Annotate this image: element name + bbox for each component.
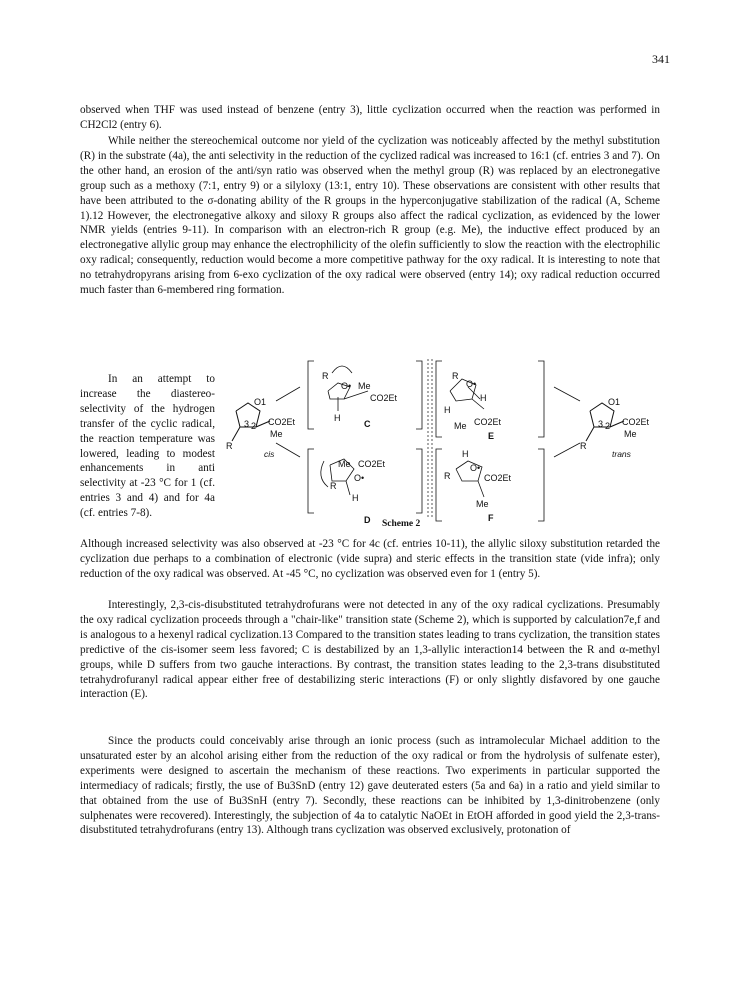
cis-me-label: Me [270, 429, 283, 439]
paragraph-3-rest: Although increased selectivity was also observed at -23 °C for 4c (cf. entries 10-11), the allylic siloxy substitution retarded the cyclization due perhaps to a combination of electronic (vide supra) and steric effects in the transition state (vide infra); only reduction of the oxy radical was observed. At -45 °C, no cyclization was observed even for 1 (entry 5). [80, 538, 660, 580]
arrow-f-to-trans [554, 443, 580, 457]
ts-c-o-label: O• [341, 381, 352, 391]
ts-e-label: E [488, 431, 495, 441]
cis-num3-label: 3 [244, 419, 250, 429]
ts-d-o-label: O• [354, 473, 365, 483]
trans-r-label: R [580, 441, 587, 451]
cis-co2et-label: CO2Et [268, 417, 296, 427]
ts-f-bracket [436, 449, 544, 521]
ts-c-h-label: H [334, 413, 341, 423]
ts-c-label: C [364, 419, 371, 429]
paragraph-1: observed when THF was used instead of benzene (entry 3), little cyclization occurred when the reaction was performed in CH2Cl2 (entry 6). [80, 104, 660, 131]
cis-label: cis [264, 449, 275, 459]
ts-f-o-label: O• [470, 463, 481, 473]
ts-d-label: D [364, 515, 371, 525]
trans-me-label: Me [624, 429, 637, 439]
trans-o1-label: O1 [608, 397, 621, 407]
scheme-caption: Scheme 2 [382, 519, 421, 529]
scheme-2-figure [218, 357, 663, 529]
ts-d-h-label: H [352, 493, 359, 503]
ts-d-r-label: R [330, 481, 337, 491]
ts-e-h2-label: H [444, 405, 451, 415]
paragraph-2: While neither the stereochemical outcome nor yield of the cyclization was noticeably affected by the methyl substitution (R) in the substrate (4a), the anti selectivity in the reduction of the cyclized radical was increased to 16:1 (cf. entries 3 and 7). On the other hand, an erosion of the anti/syn ratio was observed when the methyl group (R) was replaced by an electronegative group such as a methoxy (7:1, entry 9) or a silyloxy (13:1, entry 10). These observations are consistent with other results that have been attributed to the σ-donating ability of the R groups in the hyperconjugative stabilization of the radical (A, Scheme 1).12 However, the electronegative alkoxy and siloxy R groups also affect the radical cyclization, as evidenced by the lower NMR yields (entries 9-11). In comparison with an electron-rich R group (e.g. Me), the inductive effect produced by an electronegative allylic group may enhance the electrophilicity of the olefin sufficiently to slow the reaction with the electrophilic oxy radical; consequently, reduction would become a more competitive pathway for the oxy radical. It is interesting to note that no tetrahydropyrans arising from 6-exo cyclization of the oxy radical were observed (entry 14); oxy radical reduction occurred much faster than 6-membered ring formation. [80, 135, 660, 297]
page-number: 341 [652, 52, 670, 66]
ts-f-me-label: Me [476, 499, 489, 509]
paragraph-3-wrapped: In an attempt to increase the diastereo-selectivity of the hydrogen transfer of the cyclic radical, the reaction temperature was lowered, leading to modest enhancements in anti selectivity at -23 °C for 1 (cf. entries 3 and 4) and for 4a (cf. entries 7-8). [80, 373, 215, 520]
trans-co2et-label: CO2Et [622, 417, 650, 427]
paragraph-4: Interestingly, 2,3-cis-disubstituted tetrahydrofurans were not detected in any of the oxy radical cyclizations. Presumably the oxy radical cyclization proceeds through a "chair-like" transition state (Scheme 2), which is supported by calculation7e,f and is analogous to a hexenyl radical cyclization.13 Compared to the transition states leading to trans cyclization, the transition states predictive of the cis-isomer seem less favored; C is destabilized by an 1,3-allylic interaction14 between the R and α-methyl groups, while D suffers from two gauche interactions. By contrast, the transition states leading to the 2,3-trans disubstituted tetrahydrofuranyl radical appear either free of destabilizing steric interactions (F) or only slightly disfavored by one gauche interaction (E). [80, 599, 660, 701]
trans-num3-label: 3 [598, 419, 604, 429]
ts-f-h-label: H [462, 449, 469, 459]
ts-d-me-label: Me [338, 459, 351, 469]
ts-e-o-label: O• [466, 379, 477, 389]
trans-num2-label: 2 [605, 421, 611, 431]
trans-label: trans [612, 449, 631, 459]
ts-e-h-label: H [480, 393, 487, 403]
arrow-cis-to-c [276, 387, 300, 401]
arrow-e-to-trans [554, 387, 580, 401]
ts-c-me-label: Me [358, 381, 371, 391]
cis-num2-label: 2 [251, 421, 257, 431]
ts-c-r-label: R [322, 371, 329, 381]
ts-c-co2et-label: CO2Et [370, 393, 398, 403]
ts-e-co2et-label: CO2Et [474, 417, 502, 427]
ts-f-label: F [488, 513, 494, 523]
paragraph-5: Since the products could conceivably arise through an ionic process (such as intramolecular Michael addition to the unsaturated ester by an alcohol arising either from the reduction of the oxy radical or from the hydrolysis of sulfenate ester), experiments were designed to ascertain the mechanism of these reactions. Two experiments in particular supported the intermediacy of radicals; firstly, the use of Bu3SnD (entry 12) gave deuterated esters (5a and 6a) in a ratio and yield similar to that obtained from the use of Bu3SnH (entry 7). Secondly, these reactions can be inhibited by 1,3-dinitrobenzene (only sulphenates were recovered). Interestingly, the subjection of 4a to catalytic NaOEt in EtOH afforded in good yield the 2,3-trans-disubstituted tetrahydrofurans (entry 13). Although trans cyclization was observed exclusively, protonation of [80, 735, 660, 837]
ts-e-r-label: R [452, 371, 459, 381]
cis-o1-label: O1 [254, 397, 267, 407]
cis-r-label: R [226, 441, 233, 451]
ts-f-co2et-label: CO2Et [484, 473, 512, 483]
ts-f-r-label: R [444, 471, 451, 481]
arrow-cis-to-d [276, 443, 300, 457]
ts-e-me-label: Me [454, 421, 467, 431]
ts-d-co2et-label: CO2Et [358, 459, 386, 469]
